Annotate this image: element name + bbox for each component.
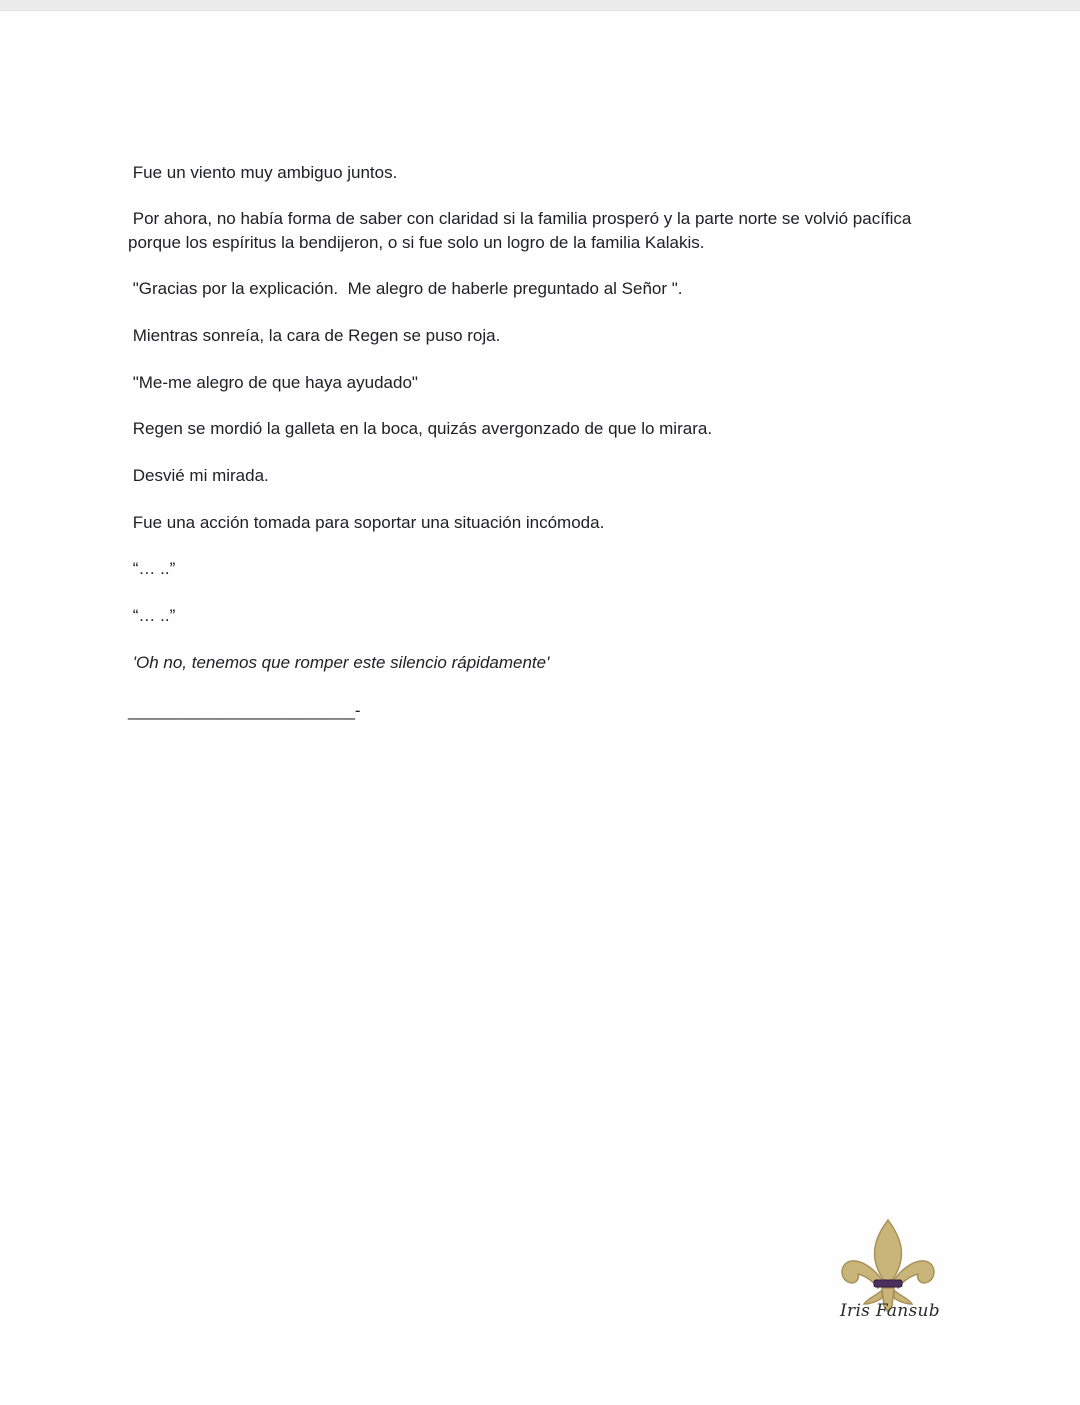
paragraph-2: Por ahora, no había forma de saber con claridad si la familia prosperó y la parte norte se volvió pacífica porque los espíritus la bendijeron, o si fue solo un logro de la familia Kalakis. — [128, 209, 917, 252]
paragraph-11: 'Oh no, tenemos que romper este silencio rápidamente' — [128, 653, 550, 672]
paragraph-1: Fue un viento muy ambiguo juntos. — [128, 163, 398, 182]
separator-line: ________________________- — [128, 701, 361, 720]
paragraph-6: Regen se mordió la galleta en la boca, quizás avergonzado de que lo mirara. — [128, 419, 713, 438]
logo-text: Iris Fansub — [840, 1301, 940, 1321]
paragraph-8: Fue una acción tomada para soportar una situación incómoda. — [128, 513, 605, 532]
paragraph-9: “… ..” — [128, 559, 176, 578]
top-bar — [0, 0, 1080, 11]
paragraph-3: "Gracias por la explicación. Me alegro de haberle preguntado al Señor ". — [128, 279, 683, 298]
paragraph-10: “… ..” — [128, 606, 176, 625]
paragraph-4: Mientras sonreía, la cara de Regen se puso roja. — [128, 326, 501, 345]
paragraph-5: "Me-me alegro de que haya ayudado" — [128, 373, 418, 392]
paragraph-7: Desvié mi mirada. — [128, 466, 269, 485]
